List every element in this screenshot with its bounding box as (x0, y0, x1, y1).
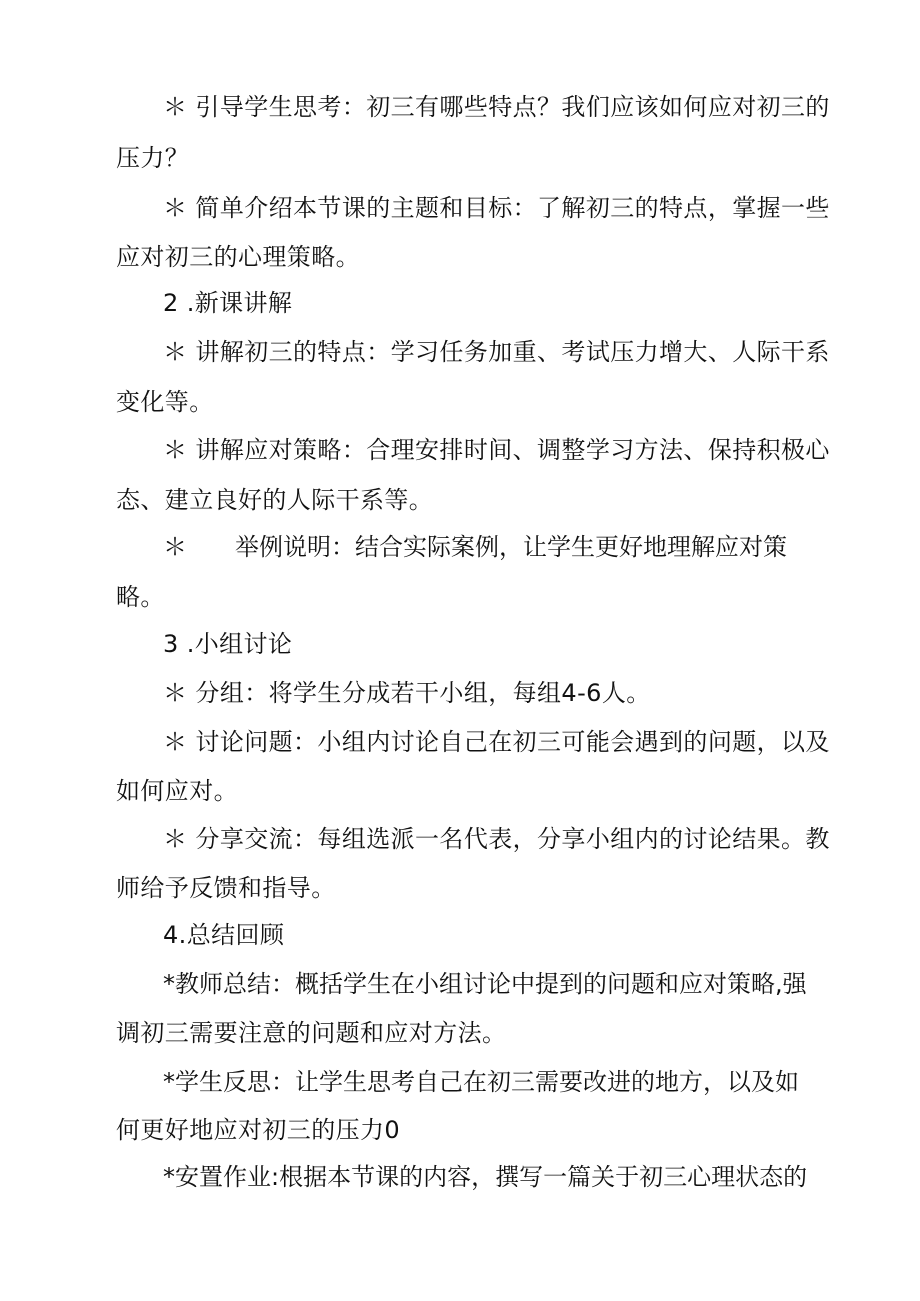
paragraph-continuation: 调初三需要注意的问题和应对方法。 (116, 1019, 507, 1047)
paragraph-continuation: 态、建立良好的人际干系等。 (116, 486, 434, 514)
bullet-grouping: ＊ 分组：将学生分成若干小组，每组4-6人。 (163, 679, 651, 707)
section-heading-summary: 4.总结回顾 (163, 921, 285, 949)
paragraph-continuation: 压力？ (116, 144, 190, 172)
bullet-examples: ＊ 举例说明：结合实际案例，让学生更好地理解应对策 (163, 533, 787, 561)
paragraph-continuation: 何更好地应对初三的压力0 (116, 1116, 401, 1144)
bullet-explain-features: ＊ 讲解初三的特点：学习任务加重、考试压力增大、人际干系 (163, 338, 830, 366)
bullet-guide-thinking: ＊ 引导学生思考：初三有哪些特点？我们应该如何应对初三的 (163, 93, 830, 121)
section-heading-new-lesson: 2 .新课讲解 (163, 289, 293, 317)
bullet-intro-topic: ＊ 简单介绍本节课的主题和目标：了解初三的特点，掌握一些 (163, 194, 830, 222)
paragraph-continuation: 师给予反馈和指导。 (116, 874, 336, 902)
bullet-homework: *安置作业:根据本节课的内容，撰写一篇关于初三心理状态的 (163, 1163, 808, 1191)
bullet-student-reflection: *学生反思：让学生思考自己在初三需要改进的地方，以及如 (163, 1068, 799, 1096)
bullet-explain-strategies: ＊ 讲解应对策略：合理安排时间、调整学习方法、保持积极心 (163, 436, 830, 464)
bullet-share-exchange: ＊ 分享交流：每组选派一名代表，分享小组内的讨论结果。教 (163, 825, 830, 853)
bullet-discussion-questions: ＊ 讨论问题：小组内讨论自己在初三可能会遇到的问题，以及 (163, 728, 830, 756)
bullet-teacher-summary: *教师总结：概括学生在小组讨论中提到的问题和应对策略,强 (163, 970, 807, 998)
paragraph-continuation: 如何应对。 (116, 777, 238, 805)
paragraph-continuation: 变化等。 (116, 388, 214, 416)
paragraph-continuation: 略。 (116, 583, 165, 611)
paragraph-continuation: 应对初三的心理策略。 (116, 243, 360, 271)
section-heading-group-discussion: 3 .小组讨论 (163, 630, 293, 658)
